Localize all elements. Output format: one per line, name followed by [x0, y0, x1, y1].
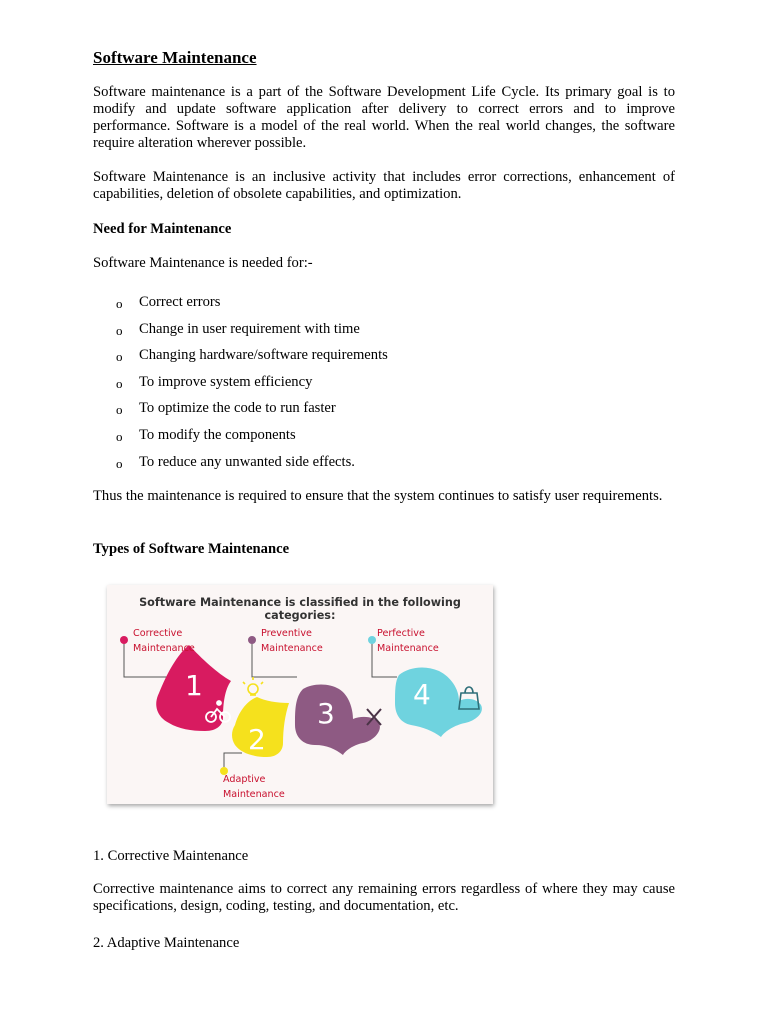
list-item: o Changing hardware/software requirements [116, 347, 388, 365]
dot-perfective [368, 636, 376, 644]
list-item: o Correct errors [116, 294, 221, 311]
shape-preventive [295, 685, 380, 756]
number-3: 3 [317, 697, 335, 730]
figure-graphic [107, 585, 493, 804]
list-item: o To reduce any unwanted side effects. [116, 453, 355, 471]
number-4: 4 [413, 678, 431, 711]
page-title: Software Maintenance [93, 48, 257, 67]
inclusive-paragraph: Software Maintenance is an inclusive activity that includes error corrections, enhancement of capabilities, deletion of obsolete capabilities, and optimization. [93, 169, 675, 202]
label-corrective: Corrective Maintenance [133, 628, 195, 654]
item2-heading: 2. Adaptive Maintenance [93, 935, 240, 951]
figure-header: Software Maintenance is classified in the following categories: [139, 596, 461, 622]
need-heading: Need for Maintenance [93, 221, 232, 237]
number-2: 2 [248, 723, 266, 756]
list-item: o Change in user requirement with time [116, 320, 360, 338]
dot-corrective [120, 636, 128, 644]
list-item: o To improve system efficiency [116, 373, 313, 391]
bullet-marker: o [116, 349, 123, 365]
label-adaptive: Adaptive Maintenance [223, 774, 285, 800]
item1-heading: 1. Corrective Maintenance [93, 848, 249, 864]
bullet-marker: o [116, 455, 123, 471]
thus-paragraph: Thus the maintenance is required to ensure that the system continues to satisfy user requirements. [93, 488, 663, 504]
maintenance-types-figure [107, 585, 493, 804]
label-preventive: Preventive Maintenance [261, 628, 323, 654]
bullet-marker: o [116, 322, 123, 338]
lightbulb-icon [243, 677, 263, 695]
shape-perfective [395, 668, 482, 737]
dot-preventive [248, 636, 256, 644]
label-perfective: Perfective Maintenance [377, 628, 439, 654]
connector-line-4 [224, 753, 242, 767]
need-list [93, 294, 593, 480]
bullet-marker: o [116, 402, 123, 418]
intro-paragraph: Software maintenance is a part of the Software Development Life Cycle. Its primary goal is to modify and update software application after delivery to correct errors and to improve performance. Software is a model of the real world. When the real world changes, the software require alteration wherever possible. [93, 84, 675, 151]
list-item: o To optimize the code to run faster [116, 400, 336, 418]
number-1: 1 [185, 669, 203, 702]
bullet-marker: o [116, 375, 123, 391]
bullet-marker: o [116, 428, 123, 444]
types-heading: Types of Software Maintenance [93, 541, 290, 557]
bullet-marker: o [116, 296, 123, 311]
corrective-paragraph: Corrective maintenance aims to correct any remaining errors regardless of where they may cause specifications, design, coding, testing, and documentation, etc. [93, 881, 675, 914]
needed-intro-paragraph: Software Maintenance is needed for:- [93, 255, 313, 271]
list-item: o To modify the components [116, 426, 296, 444]
